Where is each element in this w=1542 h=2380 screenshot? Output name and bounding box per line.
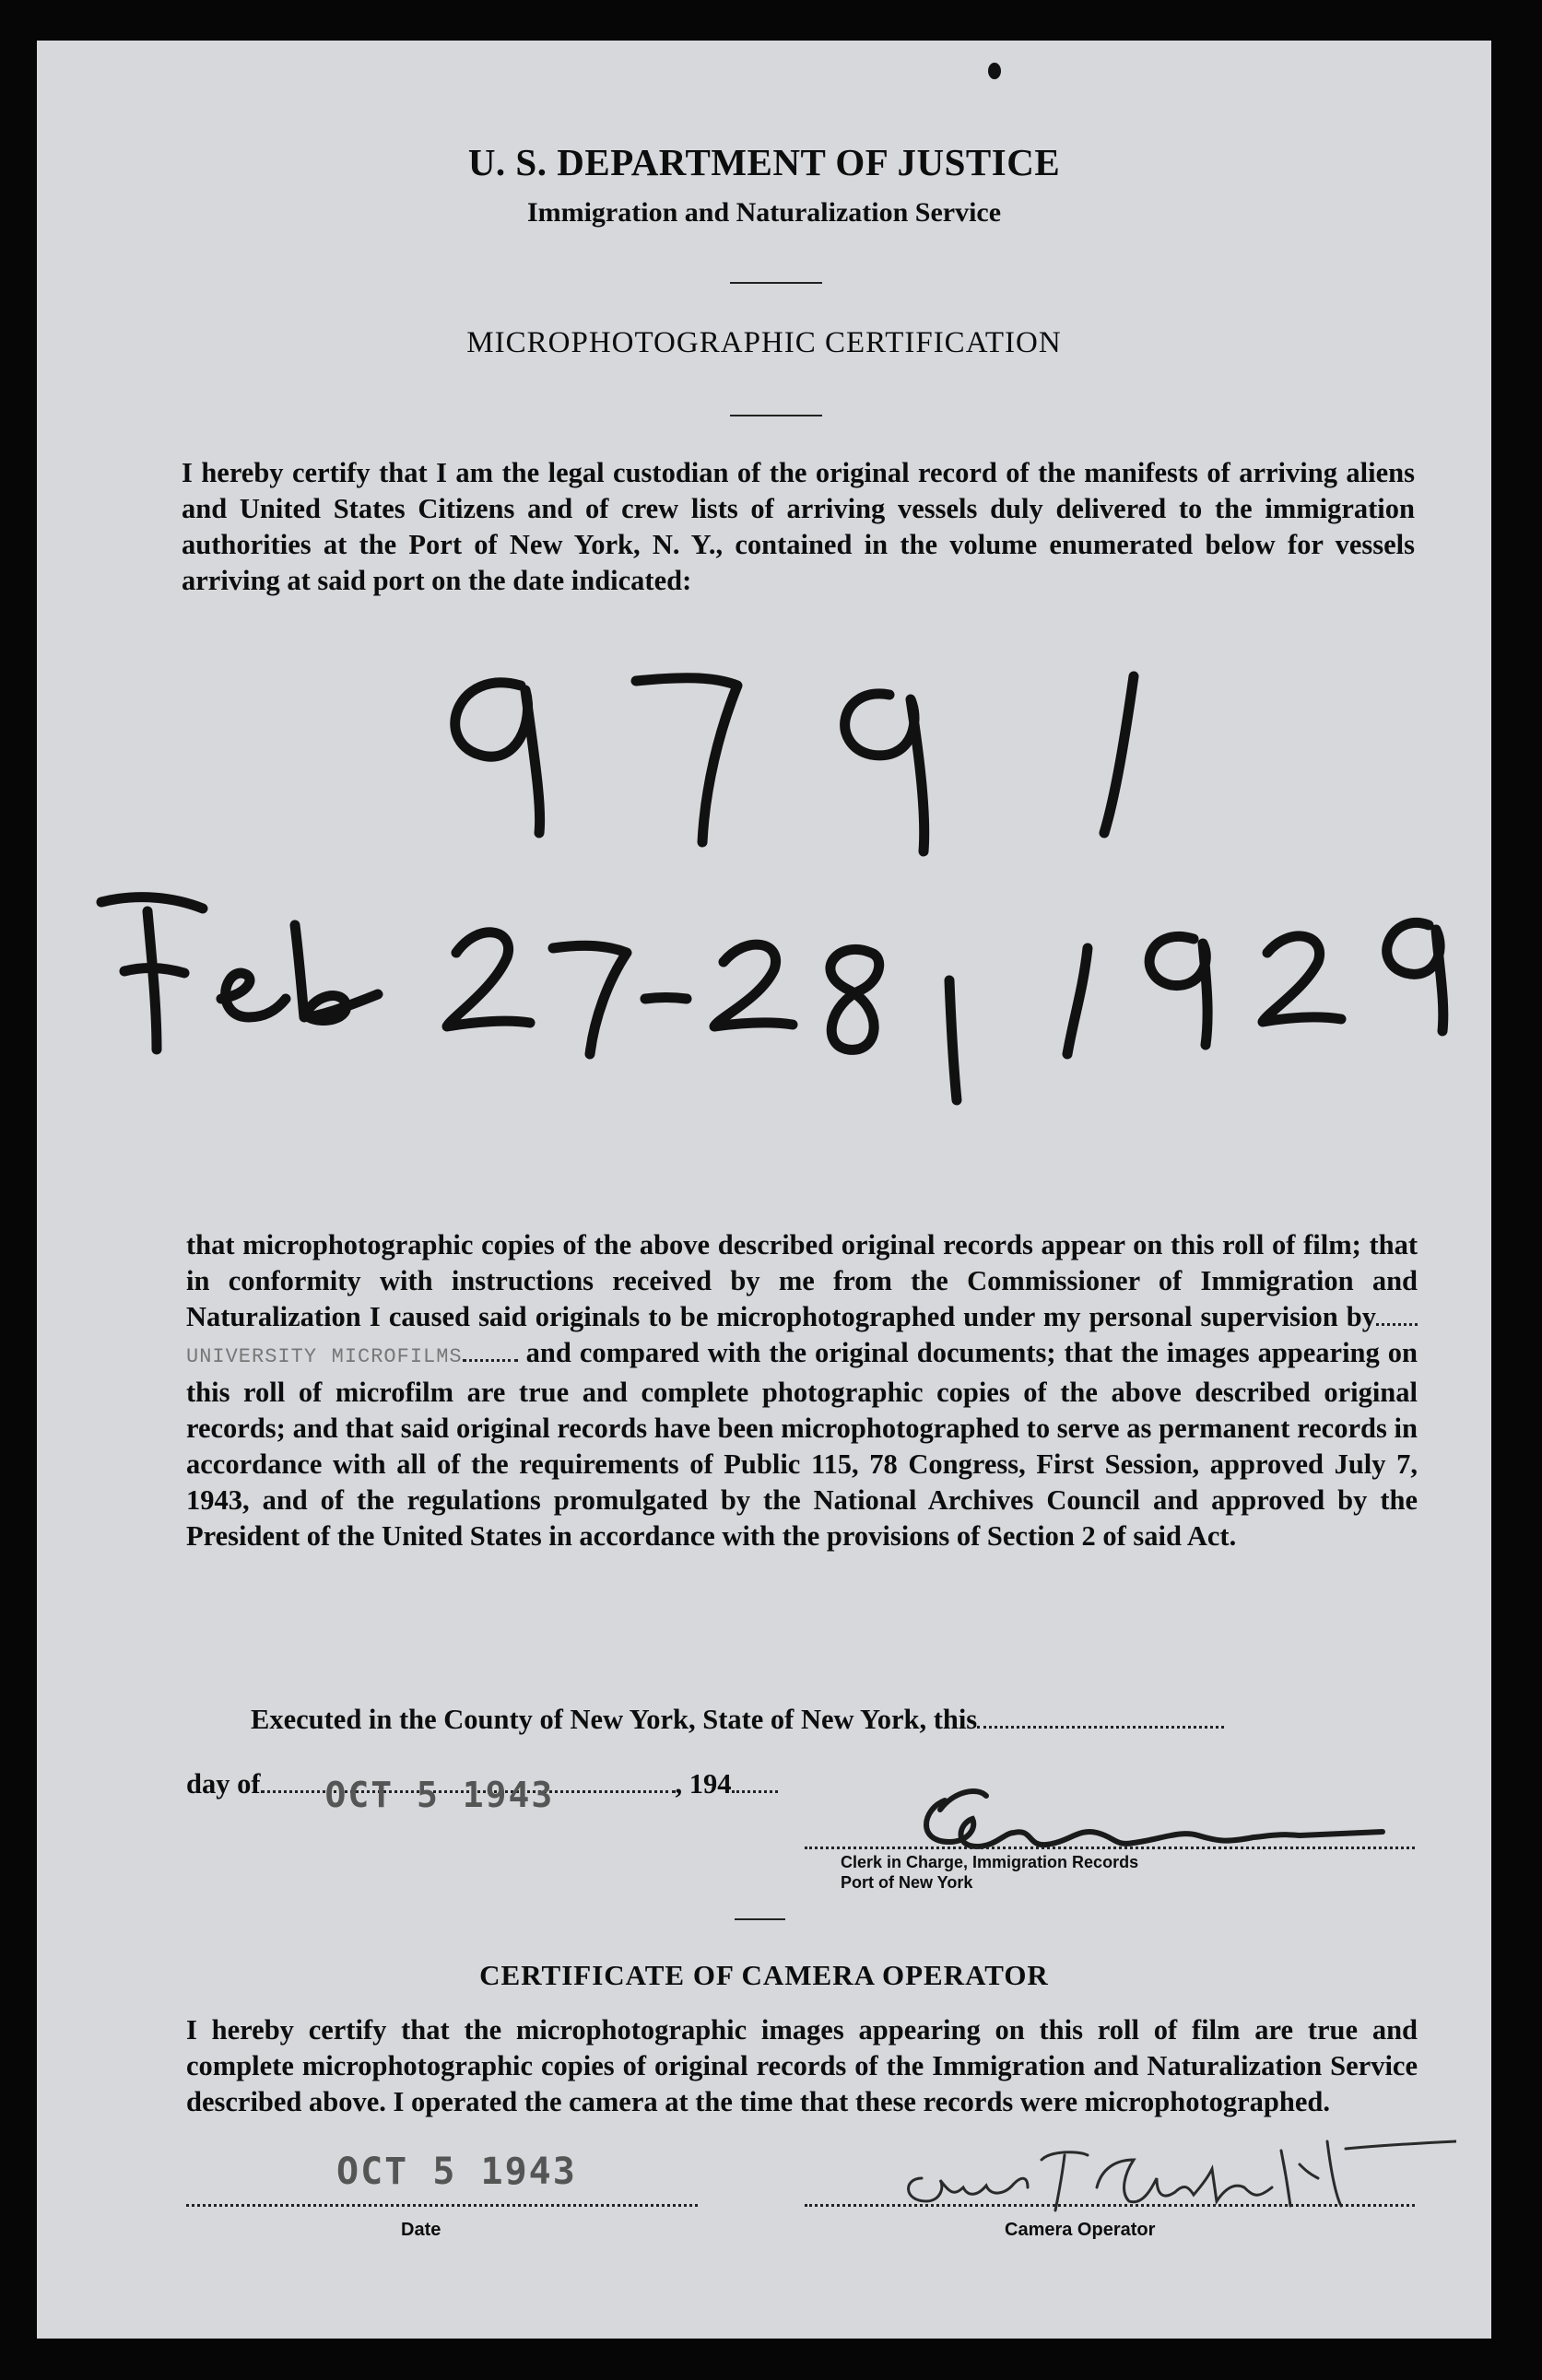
service-heading: Immigration and Naturalization Service bbox=[526, 197, 1002, 228]
digit-2-icon bbox=[447, 932, 530, 1026]
clerk-title: Clerk in Charge, Immigration Records Port of New York bbox=[841, 1853, 1139, 1892]
operator-label: Camera Operator bbox=[1005, 2220, 1156, 2240]
operator-signature bbox=[866, 2123, 1456, 2215]
camera-certificate-paragraph: I hereby certify that the microphotographic images appearing on this roll of film are true and complete microphotographic copies of original records of the Immigration and Naturalization Service described above. I operated the camera at the time that these records were microphotographed. bbox=[186, 2014, 1418, 2117]
dash-icon bbox=[645, 998, 687, 1000]
executed-text: Executed in the County of New York, State of New York, this bbox=[251, 1704, 978, 1735]
continuation-text-part1: that microphotographic copies of the above described original records appear on this roll of film; that in conformity with instructions received by me from the Commissioner of Immigration and Naturalization I caused said originals to be microphotographed under my personal supervision by bbox=[186, 1229, 1418, 1332]
letter-f-icon bbox=[101, 897, 203, 1049]
continuation-text-part2: and compared with the original documents; that the images appearing on this roll of microfilm are true and complete photographic copies of the above described original records; and that said original records have been microphotographed to serve as permanent records in accordance with all of the requirements of Public 115, 78 Congress, First Session, approved July 7, 1943, and of the regulations promulgated by the National Archives Council and approved by the President of the United States in accordance with the provisions of Section 2 of said Act. bbox=[186, 1337, 1418, 1552]
photographer-typed-name: UNIVERSITY MICROFILMS bbox=[186, 1345, 463, 1368]
date-line bbox=[186, 2204, 698, 2207]
operator-date-stamp: OCT 5 1943 bbox=[336, 2151, 577, 2193]
digit-8-icon bbox=[830, 949, 879, 1049]
year-prefix: , 194 bbox=[675, 1768, 732, 1800]
clerk-signature-line bbox=[805, 1847, 1415, 1849]
digit-1-icon bbox=[1104, 676, 1134, 833]
certification-continuation bbox=[186, 1227, 1418, 1554]
executed-line bbox=[251, 1702, 1421, 1738]
certificate-page bbox=[37, 41, 1491, 2339]
letter-b-icon bbox=[295, 925, 378, 1021]
handwritten-volume-date bbox=[37, 41, 1491, 1146]
digit-2-icon bbox=[714, 944, 793, 1026]
digit-9-icon bbox=[1387, 922, 1443, 1031]
date-label: Date bbox=[401, 2220, 441, 2240]
digit-9-icon bbox=[845, 694, 924, 851]
date-stamp: OCT 5 1943 bbox=[324, 1775, 555, 1815]
certification-paragraph: I hereby certify that I am the legal custodian of the original record of the manifests of arriving aliens and United States Citizens and of crew lists of arriving vessels duly delivered to the immigration authorities at the Port of New York, N. Y., contained in the volume enumerated below for vessels arriving at said port on the date indicated: bbox=[182, 457, 1415, 596]
divider bbox=[735, 1918, 785, 1920]
digit-9-icon bbox=[1149, 936, 1207, 1045]
digit-7-icon bbox=[553, 945, 627, 1054]
digit-2-icon bbox=[1263, 936, 1341, 1022]
day-of-label: day of bbox=[186, 1768, 261, 1800]
comma-stroke-icon bbox=[949, 980, 957, 1100]
department-heading: U. S. DEPARTMENT OF JUSTICE bbox=[467, 141, 1061, 183]
camera-certificate-title: CERTIFICATE OF CAMERA OPERATOR bbox=[479, 1959, 1049, 1991]
digit-1-icon bbox=[1067, 948, 1088, 1054]
form-title: MICROPHOTOGRAPHIC CERTIFICATION bbox=[466, 326, 1062, 359]
operator-line bbox=[805, 2204, 1415, 2207]
letter-e-icon bbox=[221, 973, 286, 1017]
digit-7-icon bbox=[636, 678, 737, 842]
day-of-line bbox=[186, 1766, 924, 1815]
digit-9-icon bbox=[455, 683, 540, 833]
